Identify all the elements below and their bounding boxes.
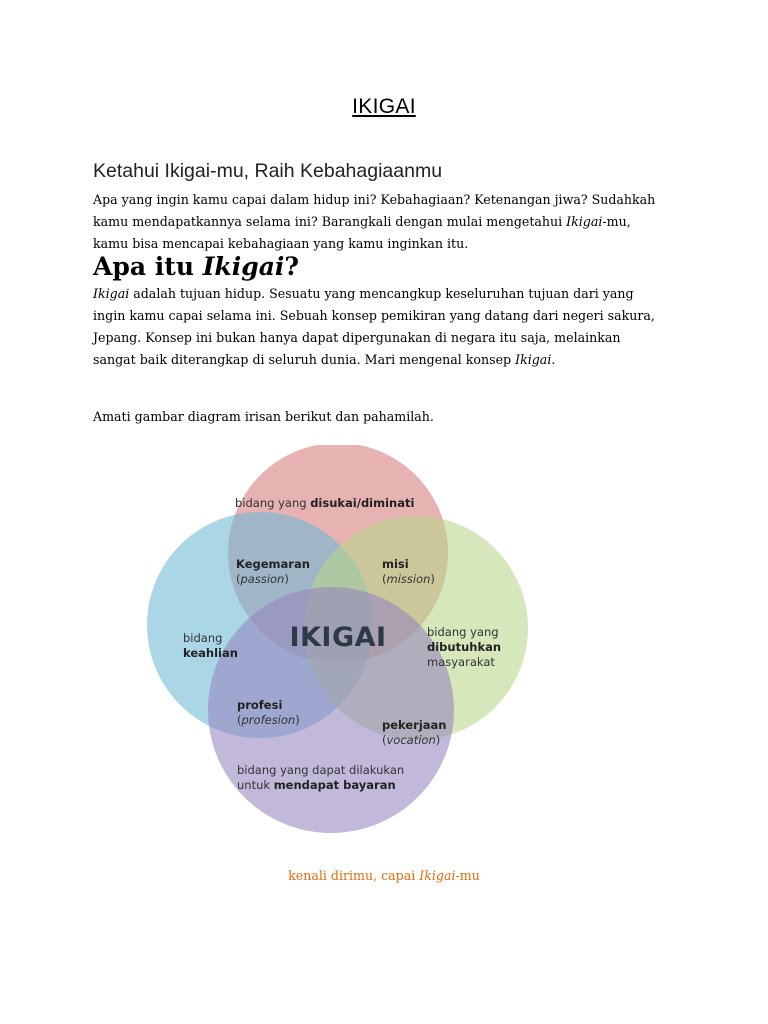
instruction-text: Amati gambar diagram irisan berikut dan pahamilah. xyxy=(93,409,434,424)
caption: kenali dirimu, capai Ikigai-mu xyxy=(288,868,480,883)
label-mission: misi (mission) xyxy=(382,557,435,586)
definition-line-1: Ikigai adalah tujuan hidup. Sesuatu yang mencangkup keseluruhan tujuan dari yang xyxy=(93,286,634,301)
intro-line-3: kamu bisa mencapai kebahagiaan yang kamu inginkan itu. xyxy=(93,236,469,251)
label-vocation: pekerjaan (vocation) xyxy=(382,718,447,747)
subheading: Ketahui Ikigai-mu, Raih Kebahagiaanmu xyxy=(93,160,443,182)
center-label-ikigai: IKIGAI xyxy=(289,622,387,653)
definition-line-3: Jepang. Konsep ini bukan hanya dapat dipergunakan di negara itu saja, melainkan xyxy=(93,330,621,345)
ikigai-venn-diagram xyxy=(140,445,532,850)
label-profession: profesi (profesion) xyxy=(237,698,300,727)
definition-line-2: ingin kamu capai selama ini. Sebuah konsep pemikiran yang datang dari negeri sakura, xyxy=(93,308,655,323)
definition-line-4: sangat baik diterangkap di seluruh dunia. Mari mengenal konsep Ikigai. xyxy=(93,352,556,367)
label-top-love: bidang yang disukai/diminati xyxy=(235,496,415,510)
label-passion: Kegemaran (passion) xyxy=(236,557,310,586)
label-left-skill: bidang keahlian xyxy=(183,631,238,660)
document-title: IKIGAI xyxy=(352,95,416,118)
intro-line-2: kamu mendapatkannya selama ini? Barangkali dengan mulai mengetahui Ikigai-mu, xyxy=(93,214,631,229)
label-bottom-pay: bidang yang dapat dilakukan untuk mendapat bayaran xyxy=(237,763,405,792)
section-heading: Apa itu Ikigai? xyxy=(93,252,300,281)
definition-paragraph xyxy=(93,283,683,371)
intro-line-1: Apa yang ingin kamu capai dalam hidup ini? Kebahagiaan? Ketenangan jiwa? Sudahkah xyxy=(93,192,656,207)
intro-paragraph xyxy=(93,189,683,255)
label-right-need: bidang yang dibutuhkan masyarakat xyxy=(427,625,502,669)
